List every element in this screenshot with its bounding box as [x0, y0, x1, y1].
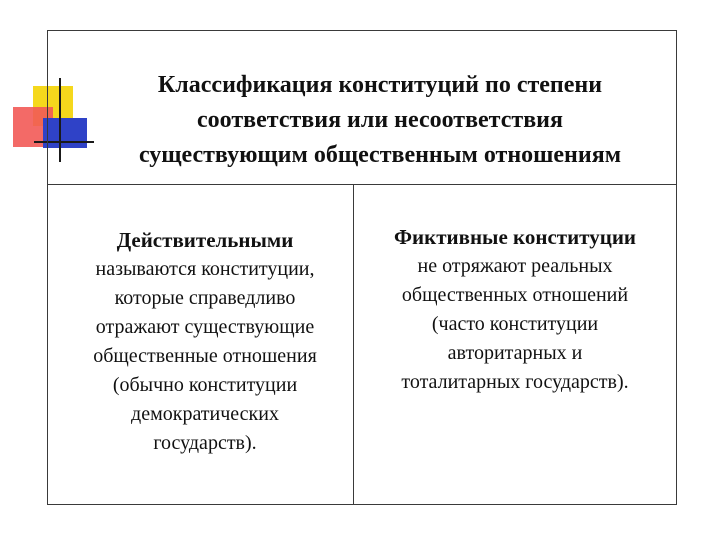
- left-text-line: демократических: [131, 403, 279, 425]
- left-text-line: которые справедливо: [114, 287, 296, 309]
- right-text-line: общественных отношений: [401, 284, 629, 306]
- right-text-line: тоталитарных государств).: [401, 371, 629, 393]
- left-text-line: называются конституции,: [95, 258, 315, 280]
- right-text-line: авторитарных и: [447, 342, 583, 364]
- title-line-3: существующим общественным отношениям: [138, 142, 622, 168]
- header-divider: [47, 184, 677, 185]
- left-text-line: отражают существующие: [95, 316, 315, 338]
- right-heading: Фиктивные конституции: [393, 225, 637, 249]
- right-text-line: (часто конституции: [431, 313, 599, 335]
- left-text-line: общественные отношения: [93, 345, 317, 367]
- left-text-line: (обычно конституции: [112, 374, 298, 396]
- left-heading: Действительными: [116, 228, 294, 252]
- title-line-2: соответствия или несоответствия: [197, 107, 563, 133]
- column-divider: [353, 184, 354, 505]
- left-text-line: государств).: [153, 432, 257, 454]
- left-column: [60, 225, 350, 458]
- right-column: [360, 222, 670, 397]
- title-line-1: Классификация конституций по степени: [157, 72, 603, 98]
- slide-title: [95, 68, 665, 173]
- right-text-line: не отряжают реальных: [417, 255, 613, 277]
